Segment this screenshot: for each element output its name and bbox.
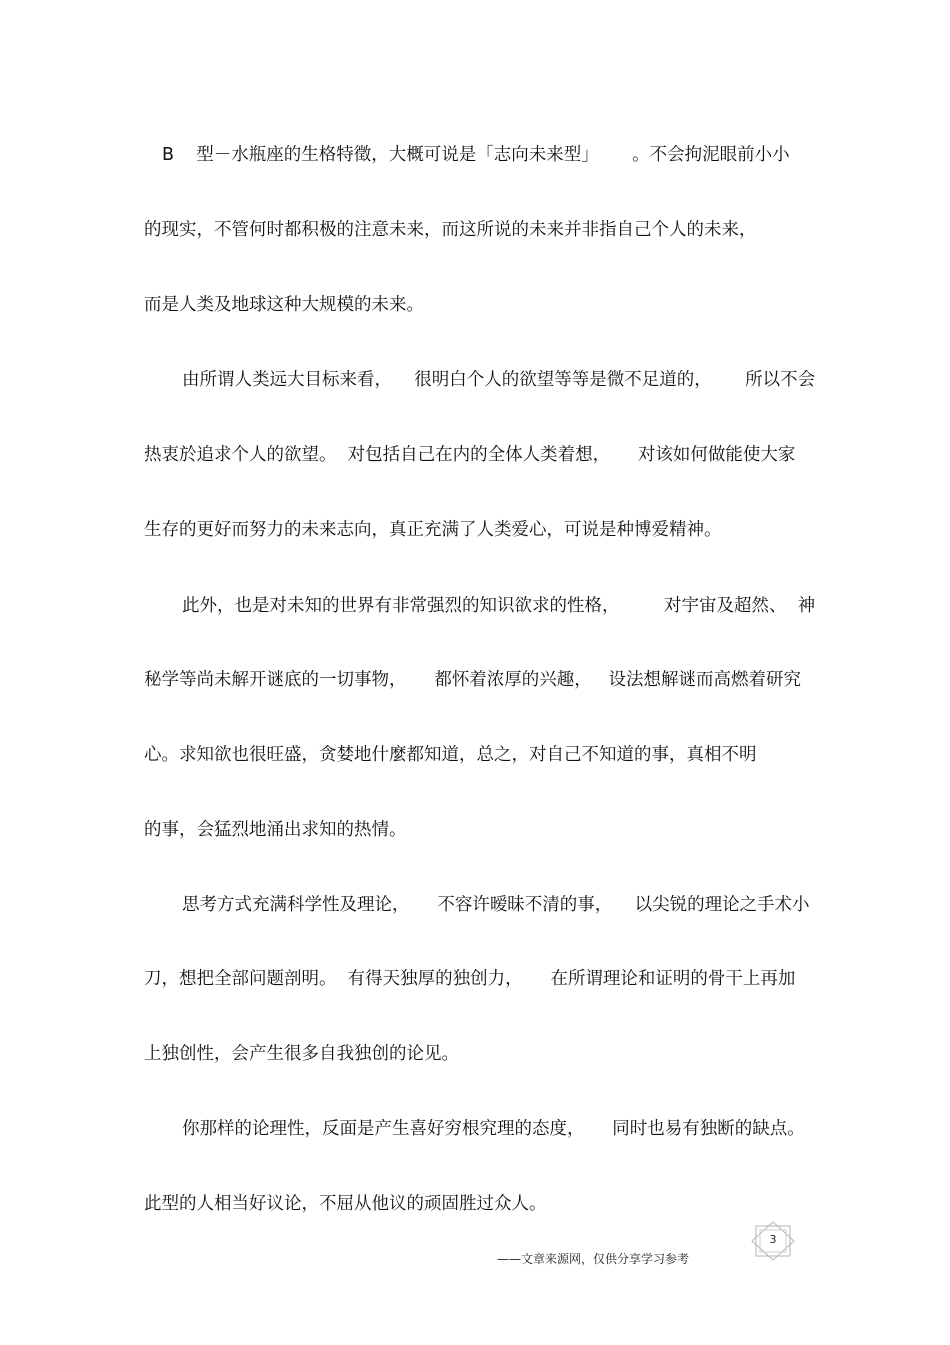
paragraph-4-line-3: 上独创性，会产生很多自我独创的论见。 bbox=[144, 1044, 459, 1064]
paragraph-2-line-1: 由所谓人类远大目标来看， 很明白个人的欲望等等是微不足道的， 所以不会 bbox=[182, 370, 816, 390]
paragraph-1-line-3: 而是人类及地球这种大规模的未来。 bbox=[144, 295, 424, 315]
paragraph-3-line-3: 心。求知欲也很旺盛，贪婪地什麼都知道，总之，对自己不知道的事，真相不明 bbox=[144, 745, 757, 765]
paragraph-3-line-1: 此外，也是对未知的世界有非常强烈的知识欲求的性格， 对宇宙及超然、 神 bbox=[182, 596, 816, 616]
paragraph-5-line-2: 此型的人相当好议论，不屈从他议的顽固胜过众人。 bbox=[144, 1194, 547, 1214]
paragraph-4-line-2: 刀，想把全部问题剖明。 有得天独厚的独创力， 在所谓理论和证明的骨干上再加 bbox=[144, 969, 796, 989]
paragraph-2-line-2: 热衷於追求个人的欲望。 对包括自己在内的全体人类着想， 对该如何做能使大家 bbox=[144, 445, 796, 465]
paragraph-4-line-1: 思考方式充满科学性及理论， 不容许暧昧不清的事， 以尖锐的理论之手术小 bbox=[182, 895, 810, 915]
footer-source-note: ——文章来源网，仅供分享学习参考 bbox=[497, 1252, 690, 1266]
paragraph-5-line-1: 你那样的论理性，反面是产生喜好穷根究理的态度， 同时也易有独断的缺点。 bbox=[182, 1119, 805, 1139]
paragraph-1-line-1: B 型－水瓶座的生格特徵，大概可说是「志向未来型」 。不会拘泥眼前小小 bbox=[162, 145, 790, 165]
page-number: 3 bbox=[769, 1233, 777, 1246]
paragraph-3-line-4: 的事，会猛烈地涌出求知的热情。 bbox=[144, 820, 407, 840]
paragraph-2-line-3: 生存的更好而努力的未来志向，真正充满了人类爱心，可说是种博爱精神。 bbox=[144, 520, 722, 540]
paragraph-3-line-2: 秘学等尚未解开谜底的一切事物， 都怀着浓厚的兴趣， 设法想解谜而高燃着研究 bbox=[144, 670, 801, 690]
paragraph-1-line-2: 的现实，不管何时都积极的注意未来，而这所说的未来并非指自己个人的未来， bbox=[144, 220, 757, 240]
page-number-badge bbox=[750, 1221, 796, 1261]
